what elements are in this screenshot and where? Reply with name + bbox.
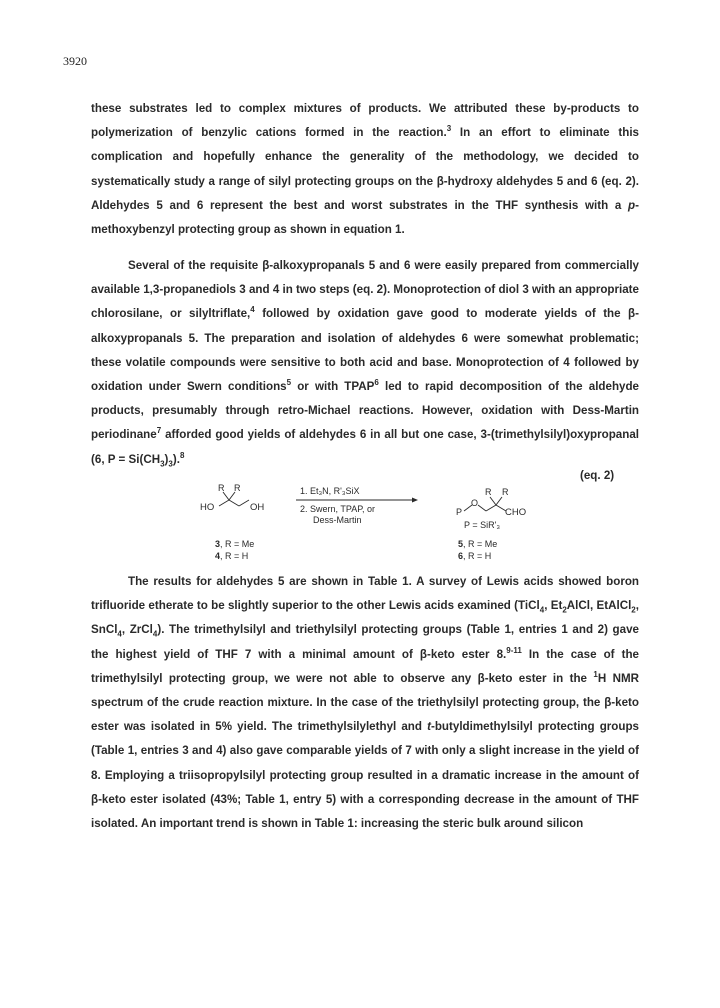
condition-step-2: 2. Swern, TPAP, or (300, 504, 376, 514)
product-p-definition: P = SiR'₃ (464, 520, 500, 530)
condition-step-3: Dess-Martin (313, 515, 362, 525)
reactant-oh: OH (250, 502, 265, 513)
reactant-ho: HO (200, 502, 215, 513)
reactant-r-right: R (234, 483, 241, 493)
product-structure (464, 497, 506, 511)
body-paragraph-1: these substrates led to complex mixtures of products. We attributed these by-products to polymerization of benzylic cations formed in the reaction.$^3$ In an effort to eliminate this complication and hopefully enhance the generality of the methodology, we decided to systematically study a range of silyl protecting groups on the β-hydroxy aldehydes 5 and 6 (eq. 2). Aldehydes 5 and 6 represent the best and worst substrates in the THF synthesis with a p-methoxybenzyl protecting group as shown in equation 1. (91, 102, 639, 237)
body-paragraph-2: Several of the requisite β-alkoxypropanals 5 and 6 were easily prepared from commercially available 1,3-propanediols 3 and 4 in two steps (eq. 2). Monoprotection of diol 3 with an appropriate chlorosilane, or silyltriflate,$^4$ followed by oxidation gave good to moderate yields of the β-alkoxypropanals 5. The preparation and isolation of aldehydes 6 were somewhat problematic; these volatile compounds were sensitive to both acid and base. Monoprotection of 4 followed by oxidation under Swern conditions$^5$ or with TPAP$^6$ led to rapid decomposition of the aldehyde products, presumably through retro-Michael reactions. However, oxidation with Dess-Martin periodinane$^7$ afforded good yields of aldehydes 6 in all but one case, 3-(trimethylsilyl)oxypropanal (6, $P = Si(CH_3)_3).^8$ (91, 259, 640, 468)
product-cho: CHO (505, 507, 527, 518)
caption-compound-6: 6, R = H (458, 551, 492, 561)
equation-label: (eq. 2) (580, 469, 615, 482)
caption-compound-4: 4, R = H (215, 551, 249, 561)
reaction-arrow (296, 498, 418, 503)
condition-step-1: 1. Et₃N, R'₃SiX (300, 486, 360, 496)
caption-compound-5: 5, R = Me (458, 539, 498, 549)
reactant-r-left: R (218, 483, 225, 493)
product-p: P (456, 507, 463, 517)
product-r-right: R (502, 487, 509, 497)
product-o: O (471, 498, 479, 508)
body-paragraph-3: The results for aldehydes 5 are shown in Table 1. A survey of Lewis acids showed boron trifluoride etherate to be slightly superior to the other Lewis acids examined (TiCl$_4$, $Et_2AlCl$, EtAlCl$_2$, SnCl$_4$, ZrCl$_4$). The trimethylsilyl and triethylsilyl protecting groups (Table 1, entries 1 and 2) gave the highest yield of THF 7 with a minimal amount of β-keto ester 8.$^{9-11}$ In the case of the trimethylsilyl protecting group, we were not able to observe any β-keto ester in the $^1$H NMR spectrum of the crude reaction mixture. In the case of the triethylsilyl protecting group, the β-keto ester was isolated in 5% yield. The trimethylsilylethyl and t-butyldimethylsilyl protecting groups (Table 1, entries 3 and 4) also gave comparable yields of 7 with only a slight increase in the yield of 8. Employing a triisopropylsilyl protecting group resulted in a dramatic increase in the amount of β-keto ester isolated (43%; Table 1, entry 5) with a corresponding decrease in the amount of THF isolated. An important trend is shown in Table 1: increasing the steric bulk around silicon (91, 575, 640, 831)
reactant-structure (219, 492, 249, 506)
page-number: 3920 (63, 54, 87, 68)
caption-compound-3: 3, R = Me (215, 539, 255, 549)
product-r-left: R (485, 487, 492, 497)
